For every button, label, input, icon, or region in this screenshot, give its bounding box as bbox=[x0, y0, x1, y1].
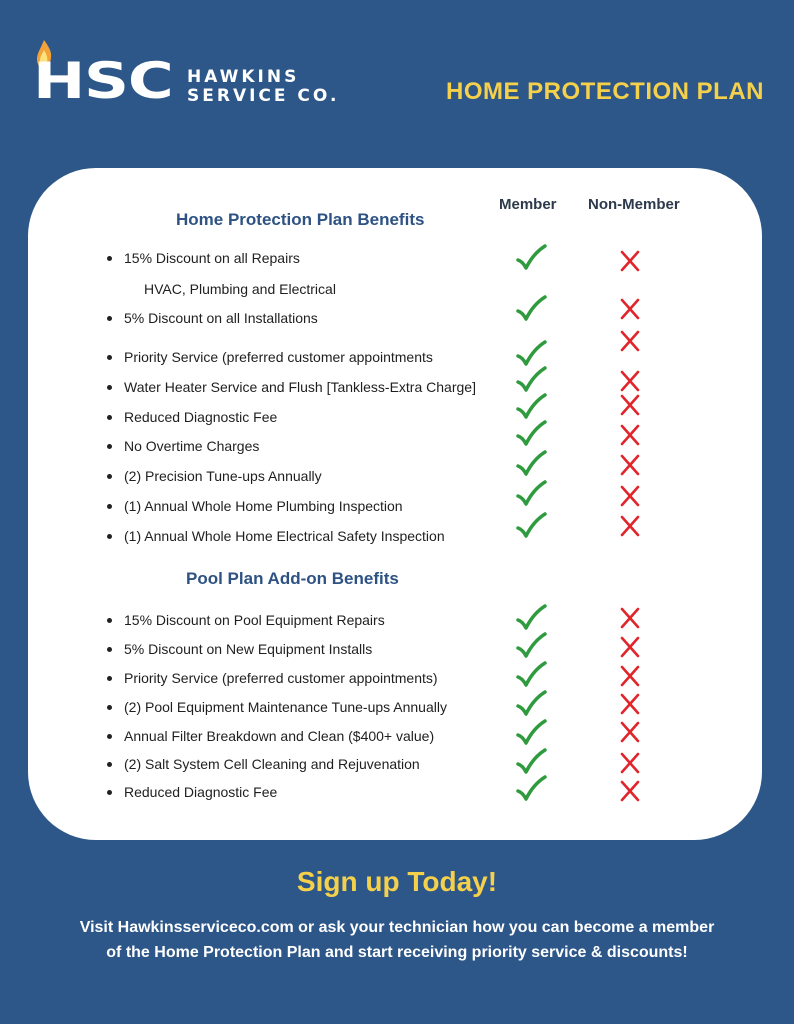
benefit-label: Reduced Diagnostic Fee bbox=[124, 784, 278, 800]
check-icon bbox=[515, 366, 547, 394]
benefit-label: 5% Discount on New Equipment Installs bbox=[124, 641, 373, 657]
check-icon bbox=[515, 604, 547, 632]
x-mark-icon bbox=[618, 751, 642, 775]
bullet-icon bbox=[107, 256, 112, 261]
check-icon bbox=[515, 632, 547, 660]
logo-line-2: SERVICE CO. bbox=[187, 86, 340, 106]
check-icon bbox=[515, 450, 547, 478]
benefit-row bbox=[28, 667, 762, 691]
bullet-icon bbox=[107, 504, 112, 509]
benefit-row bbox=[28, 609, 762, 633]
plan-title: HOME PROTECTION PLAN bbox=[445, 78, 764, 105]
bullet-icon bbox=[107, 355, 112, 360]
bullet-icon bbox=[107, 790, 112, 795]
logo-letters: HSC bbox=[33, 52, 173, 110]
check-icon bbox=[515, 690, 547, 718]
benefits-card bbox=[28, 168, 762, 840]
x-mark-icon bbox=[618, 514, 642, 538]
check-icon bbox=[515, 661, 547, 689]
check-icon bbox=[515, 512, 547, 540]
benefit-row bbox=[28, 346, 762, 370]
benefit-row bbox=[28, 725, 762, 749]
benefit-row bbox=[28, 638, 762, 662]
logo-company-name bbox=[187, 68, 339, 106]
benefit-row bbox=[28, 495, 762, 519]
benefit-label: 5% Discount on all Installations bbox=[124, 310, 318, 326]
x-mark-icon bbox=[618, 393, 642, 417]
x-mark-icon bbox=[618, 453, 642, 477]
benefit-label: (2) Salt System Cell Cleaning and Rejuvenation bbox=[124, 756, 420, 772]
x-mark-icon bbox=[618, 664, 642, 688]
benefit-label: Priority Service (preferred customer appointments bbox=[124, 349, 433, 365]
x-mark-icon bbox=[618, 423, 642, 447]
bullet-icon bbox=[107, 647, 112, 652]
check-icon bbox=[515, 393, 547, 421]
benefit-label: Reduced Diagnostic Fee bbox=[124, 409, 278, 425]
check-icon bbox=[515, 244, 547, 272]
benefit-row bbox=[28, 781, 762, 805]
benefit-label: No Overtime Charges bbox=[124, 438, 260, 454]
x-mark-icon bbox=[618, 249, 642, 273]
x-mark-icon bbox=[618, 297, 642, 321]
company-logo bbox=[33, 40, 393, 110]
benefit-label: 15% Discount on Pool Equipment Repairs bbox=[124, 612, 385, 628]
benefit-row bbox=[28, 525, 762, 549]
check-icon bbox=[515, 295, 547, 323]
x-mark-icon bbox=[618, 692, 642, 716]
x-mark-icon bbox=[618, 329, 642, 353]
check-icon bbox=[515, 748, 547, 776]
check-icon bbox=[515, 480, 547, 508]
benefit-label: (2) Pool Equipment Maintenance Tune-ups Annually bbox=[124, 699, 447, 715]
benefit-row bbox=[28, 376, 762, 400]
member-column-header: Member bbox=[499, 196, 557, 213]
bullet-icon bbox=[107, 534, 112, 539]
benefit-label: Annual Filter Breakdown and Clean ($400+ value) bbox=[124, 728, 435, 744]
benefit-label: 15% Discount on all Repairs bbox=[124, 250, 300, 266]
benefit-label: (2) Precision Tune-ups Annually bbox=[124, 468, 322, 484]
pool-section-title: Pool Plan Add-on Benefits bbox=[186, 569, 399, 588]
x-mark-icon bbox=[618, 369, 642, 393]
benefit-label: Water Heater Service and Flush [Tankless-Extra Charge] bbox=[124, 379, 476, 395]
bullet-icon bbox=[107, 676, 112, 681]
benefit-row bbox=[28, 465, 762, 489]
signup-headline: Sign up Today! bbox=[296, 866, 498, 897]
check-icon bbox=[515, 340, 547, 368]
logo-line-1: HAWKINS bbox=[187, 67, 300, 87]
x-mark-icon bbox=[618, 484, 642, 508]
benefit-row bbox=[28, 307, 762, 331]
benefit-row bbox=[28, 753, 762, 777]
check-icon bbox=[515, 420, 547, 448]
benefit-row bbox=[28, 435, 762, 459]
bullet-icon bbox=[107, 474, 112, 479]
bullet-icon bbox=[107, 415, 112, 420]
x-mark-icon bbox=[618, 606, 642, 630]
bullet-icon bbox=[107, 618, 112, 623]
benefit-label: Priority Service (preferred customer appointments) bbox=[124, 670, 438, 686]
bullet-icon bbox=[107, 316, 112, 321]
benefit-row bbox=[28, 247, 762, 271]
x-mark-icon bbox=[618, 779, 642, 803]
bullet-icon bbox=[107, 762, 112, 767]
home-section-title: Home Protection Plan Benefits bbox=[176, 210, 425, 229]
signup-line-1: Visit Hawkinsserviceco.com or ask your technician how you can become a member bbox=[79, 919, 715, 936]
benefit-row bbox=[28, 406, 762, 430]
check-icon bbox=[515, 775, 547, 803]
bullet-icon bbox=[107, 444, 112, 449]
benefit-row bbox=[28, 696, 762, 720]
x-mark-icon bbox=[618, 720, 642, 744]
home-sub-item: HVAC, Plumbing and Electrical bbox=[144, 281, 336, 297]
bullet-icon bbox=[107, 734, 112, 739]
x-mark-icon bbox=[618, 635, 642, 659]
header bbox=[0, 0, 794, 160]
bullet-icon bbox=[107, 705, 112, 710]
benefit-label: (1) Annual Whole Home Plumbing Inspection bbox=[124, 498, 403, 514]
signup-line-2: of the Home Protection Plan and start receiving priority service & discounts! bbox=[106, 944, 688, 961]
benefit-label: (1) Annual Whole Home Electrical Safety Inspection bbox=[124, 528, 445, 544]
bullet-icon bbox=[107, 385, 112, 390]
non-member-column-header: Non-Member bbox=[588, 196, 680, 213]
check-icon bbox=[515, 719, 547, 747]
